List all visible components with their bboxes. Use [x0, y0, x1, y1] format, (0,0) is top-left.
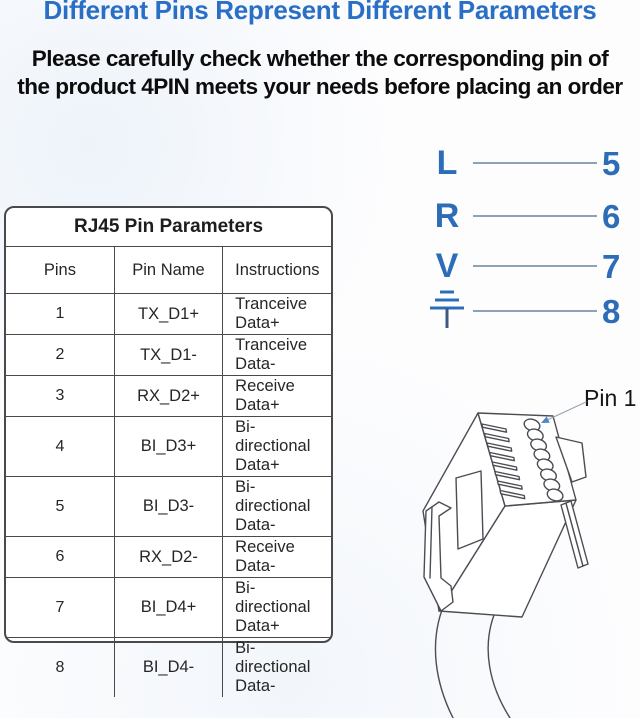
- connector-line: [473, 265, 597, 267]
- cell-pin-name: RX_D2-: [114, 537, 222, 578]
- connector-line: [473, 162, 597, 164]
- table-row: [6, 537, 331, 578]
- cable-line-right: [488, 615, 510, 718]
- cell-instruction: Bi-directional Data-: [223, 638, 331, 698]
- legend-pin-number: 5: [602, 144, 621, 182]
- table-row: [6, 335, 331, 376]
- strain-wire: [561, 501, 588, 568]
- cell-instruction: Bi-directional Data+: [223, 417, 331, 477]
- cell-pin: 6: [6, 537, 114, 578]
- table-title: RJ45 Pin Parameters: [6, 208, 331, 247]
- subtitle-line-1: Please carefully check whether the corresponding pin of: [31, 46, 609, 71]
- legend-label: R: [434, 197, 460, 235]
- table-row: [6, 477, 331, 537]
- legend-pin-number: 7: [602, 247, 621, 285]
- table-row: [6, 294, 331, 335]
- cell-pin-name: RX_D2+: [114, 376, 222, 417]
- rj45-connector-drawing: [395, 380, 640, 718]
- cell-instruction: Bi-directional Data+: [223, 578, 331, 638]
- cell-pin: 2: [6, 335, 114, 376]
- subtitle-line-2: the product 4PIN meets your needs before placing an order: [17, 74, 623, 99]
- cell-instruction: Tranceive Data-: [223, 335, 331, 376]
- cell-pin-name: TX_D1-: [114, 335, 222, 376]
- rj45-pin-table: [4, 206, 333, 695]
- table-row: [6, 638, 331, 698]
- connector-line: [473, 215, 597, 217]
- latch-window: [456, 471, 483, 549]
- legend-pin-number: 6: [602, 197, 621, 235]
- cell-instruction: Receive Data+: [223, 376, 331, 417]
- page-subtitle: [0, 45, 640, 101]
- page-title: Different Pins Represent Different Parameters: [43, 0, 597, 25]
- cell-pin-name: BI_D4+: [114, 578, 222, 638]
- cell-instruction: Bi-directional Data-: [223, 477, 331, 537]
- column-header-pin-name: Pin Name: [114, 247, 222, 294]
- column-header-pins: Pins: [6, 247, 114, 294]
- cell-instruction: Receive Data-: [223, 537, 331, 578]
- legend-label: V: [435, 247, 459, 285]
- cell-pin: 1: [6, 294, 114, 335]
- cell-pin: 4: [6, 417, 114, 477]
- connector-line: [473, 310, 597, 312]
- pin1-arrow-line: [545, 402, 586, 421]
- table-row: [6, 417, 331, 477]
- earth-ground-icon: [424, 287, 470, 335]
- column-header-instructions: Instructions: [223, 247, 331, 294]
- legend-pin-number: 8: [602, 292, 621, 330]
- legend-row-r: [424, 197, 632, 235]
- cell-pin-name: BI_D4-: [114, 638, 222, 698]
- cell-instruction: Tranceive Data+: [223, 294, 331, 335]
- legend-row-l: [424, 144, 632, 182]
- cell-pin: 5: [6, 477, 114, 537]
- cell-pin-name: BI_D3-: [114, 477, 222, 537]
- cell-pin: 8: [6, 638, 114, 698]
- cell-pin: 3: [6, 376, 114, 417]
- pin1-label: Pin 1: [584, 385, 637, 411]
- cell-pin: 7: [6, 578, 114, 638]
- cell-pin-name: BI_D3+: [114, 417, 222, 477]
- cell-pin-name: TX_D1+: [114, 294, 222, 335]
- table-row: [6, 578, 331, 638]
- legend-row-v: [424, 247, 632, 285]
- legend-row-ground: [424, 290, 632, 332]
- table-row: [6, 376, 331, 417]
- cable-line-left: [435, 610, 453, 718]
- legend-label: L: [436, 144, 458, 182]
